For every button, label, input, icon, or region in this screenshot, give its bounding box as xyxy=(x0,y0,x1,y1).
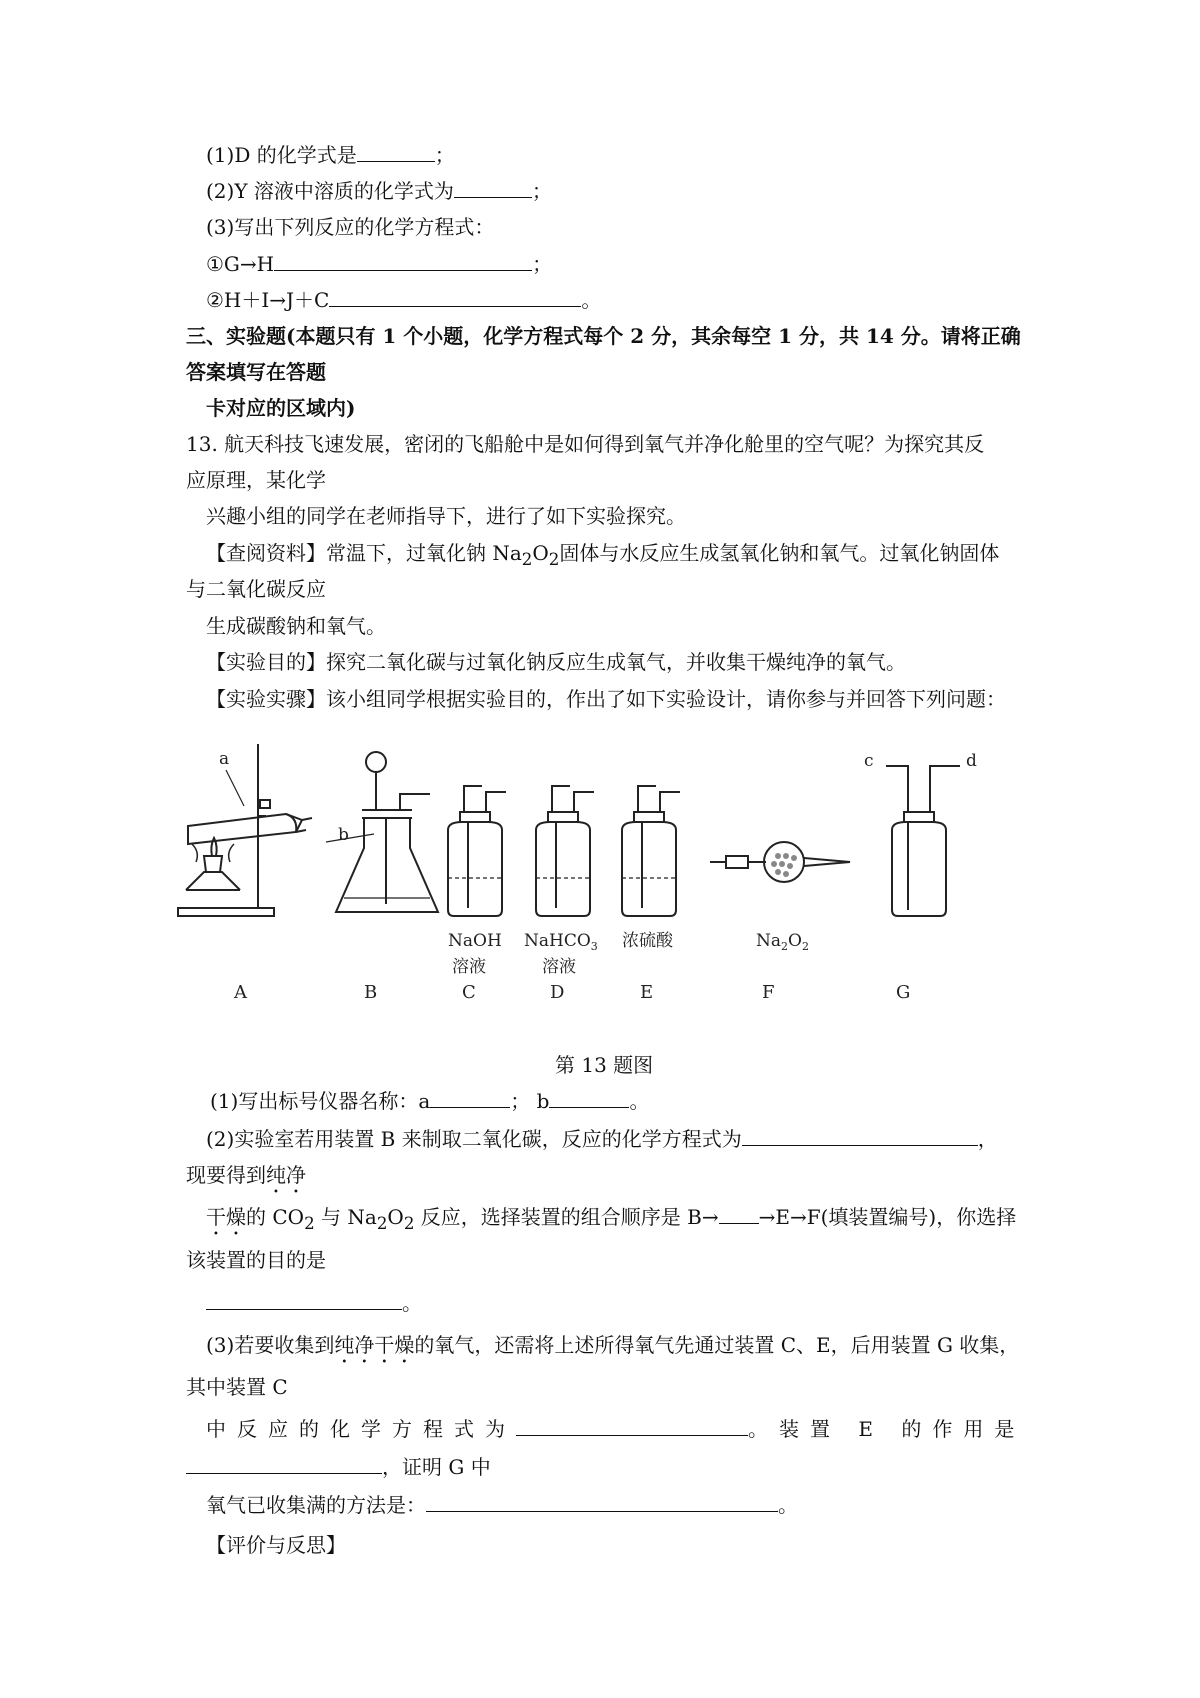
part-label-b: b xyxy=(338,825,349,845)
part-label-a: a xyxy=(219,749,230,769)
reagent-d-line2: 溶液 xyxy=(542,957,576,977)
reference-info-cont: 生成碳酸钠和氧气。 xyxy=(206,614,386,638)
experiment-purpose: 【实验目的】探究二氧化碳与过氧化钠反应生成氧气，并收集干燥纯净的氧气。 xyxy=(206,650,906,674)
answer-blank[interactable] xyxy=(357,143,435,162)
device-label-g: G xyxy=(896,982,911,1003)
answer-blank[interactable] xyxy=(430,1089,510,1108)
answer-blank[interactable] xyxy=(186,1455,382,1474)
answer-blank[interactable] xyxy=(206,1291,402,1310)
reagent-c-line1: NaOH xyxy=(448,931,502,951)
apparatus-d xyxy=(536,786,594,916)
reference-info: 【查阅资料】常温下，过氧化钠 $Na_2O_2$固体与水反应生成氢氧化钠和氧气。过氧化钠固体 xyxy=(206,541,1000,569)
figure-caption: 第 13 题图 xyxy=(555,1053,654,1077)
section-heading-cont: 答案填写在答题 xyxy=(186,360,326,384)
reagent-c-line2: 溶液 xyxy=(452,957,486,977)
question-1: (1)D 的化学式是 ； xyxy=(206,143,455,167)
device-label-f: F xyxy=(762,982,775,1003)
answer-blank[interactable] xyxy=(274,252,532,271)
step-3-cont: ，证明 G 中 xyxy=(186,1452,491,1482)
step-2-cont: 该装置的目的是 xyxy=(186,1248,326,1272)
answer-blank[interactable] xyxy=(426,1493,778,1512)
apparatus-e xyxy=(622,786,680,916)
question-13-intro-cont: 兴趣小组的同学在老师指导下，进行了如下实验探究。 xyxy=(206,504,686,528)
evaluation-heading: 【评价与反思】 xyxy=(206,1533,346,1557)
step-3-cont: 中反应的化学方程式为 。装置 E 的作用是 xyxy=(206,1417,1026,1441)
question-13-intro-cont: 应原理，某化学 xyxy=(186,468,326,492)
apparatus-g xyxy=(886,766,960,916)
reagent-f: $Na_2O_2$ xyxy=(756,931,809,953)
apparatus-c xyxy=(448,786,506,916)
question-1-text: (1)D 的化学式是 xyxy=(206,143,357,167)
question-3a: ①G→H ； xyxy=(206,252,553,276)
answer-blank[interactable] xyxy=(549,1089,629,1108)
answer-blank[interactable] xyxy=(516,1417,748,1436)
apparatus-f xyxy=(710,842,850,882)
step-2-cont: 现要得到纯净 xyxy=(186,1163,306,1187)
section-heading-cont: 卡对应的区域内) xyxy=(206,396,356,420)
experiment-steps: 【实验实骤】该小组同学根据实验目的，作出了如下实验设计，请你参与并回答下列问题： xyxy=(206,687,1006,711)
step-1: (1)写出标号仪器名称：a ； b 。 xyxy=(210,1089,650,1113)
section-heading: 三、实验题(本题只有 1 个小题，化学方程式每个 2 分，其余每空 1 分，共 14 分。请将正确 xyxy=(186,324,1021,348)
part-label-c: c xyxy=(864,751,874,771)
device-label-a: A xyxy=(234,982,247,1003)
step-2: (2)实验室若用装置 B 来制取二氧化碳，反应的化学方程式为 ， xyxy=(206,1127,998,1151)
reference-info-cont: 与二氧化碳反应 xyxy=(186,577,326,601)
step-3: (3)若要收集到纯净干燥的氧气，还需将上述所得氧气先通过装置 C、E，后用装置 G 收集， xyxy=(206,1333,1020,1357)
reagent-d-line1: NaHCO$_3$ xyxy=(524,931,598,953)
question-3b: ②H＋I→J＋C 。 xyxy=(206,288,602,312)
step-3-cont: 其中装置 C xyxy=(186,1375,288,1399)
device-label-d: D xyxy=(550,982,565,1003)
question-2-text: (2)Y 溶液中溶质的化学式为 xyxy=(206,179,454,203)
answer-blank[interactable] xyxy=(719,1205,759,1224)
step-2-cont: 干燥的 $CO_2$ 与 $Na_2O_2$ 反应，选择装置的组合顺序是 B→ →E→F(填装置编号)，你选择 xyxy=(206,1205,1017,1233)
step-3-cont: 氧气已收集满的方法是： 。 xyxy=(206,1493,798,1517)
reagent-e: 浓硫酸 xyxy=(622,931,673,951)
device-label-c: C xyxy=(462,982,476,1003)
question-13-intro: 13. 航天科技飞速发展，密闭的飞船舱中是如何得到氧气并净化舱里的空气呢？为探究其反 xyxy=(186,432,985,456)
answer-blank[interactable] xyxy=(454,179,532,198)
question-3: (3)写出下列反应的化学方程式： xyxy=(206,215,495,239)
part-label-d: d xyxy=(966,751,977,771)
answer-blank[interactable] xyxy=(742,1127,978,1146)
device-label-b: B xyxy=(364,982,378,1003)
device-label-e: E xyxy=(640,982,654,1003)
apparatus-a xyxy=(178,744,312,916)
answer-blank[interactable] xyxy=(329,288,581,307)
question-2: (2)Y 溶液中溶质的化学式为 ； xyxy=(206,179,552,203)
step-2-cont: 。 xyxy=(206,1288,422,1318)
apparatus-figure xyxy=(186,749,1046,1026)
